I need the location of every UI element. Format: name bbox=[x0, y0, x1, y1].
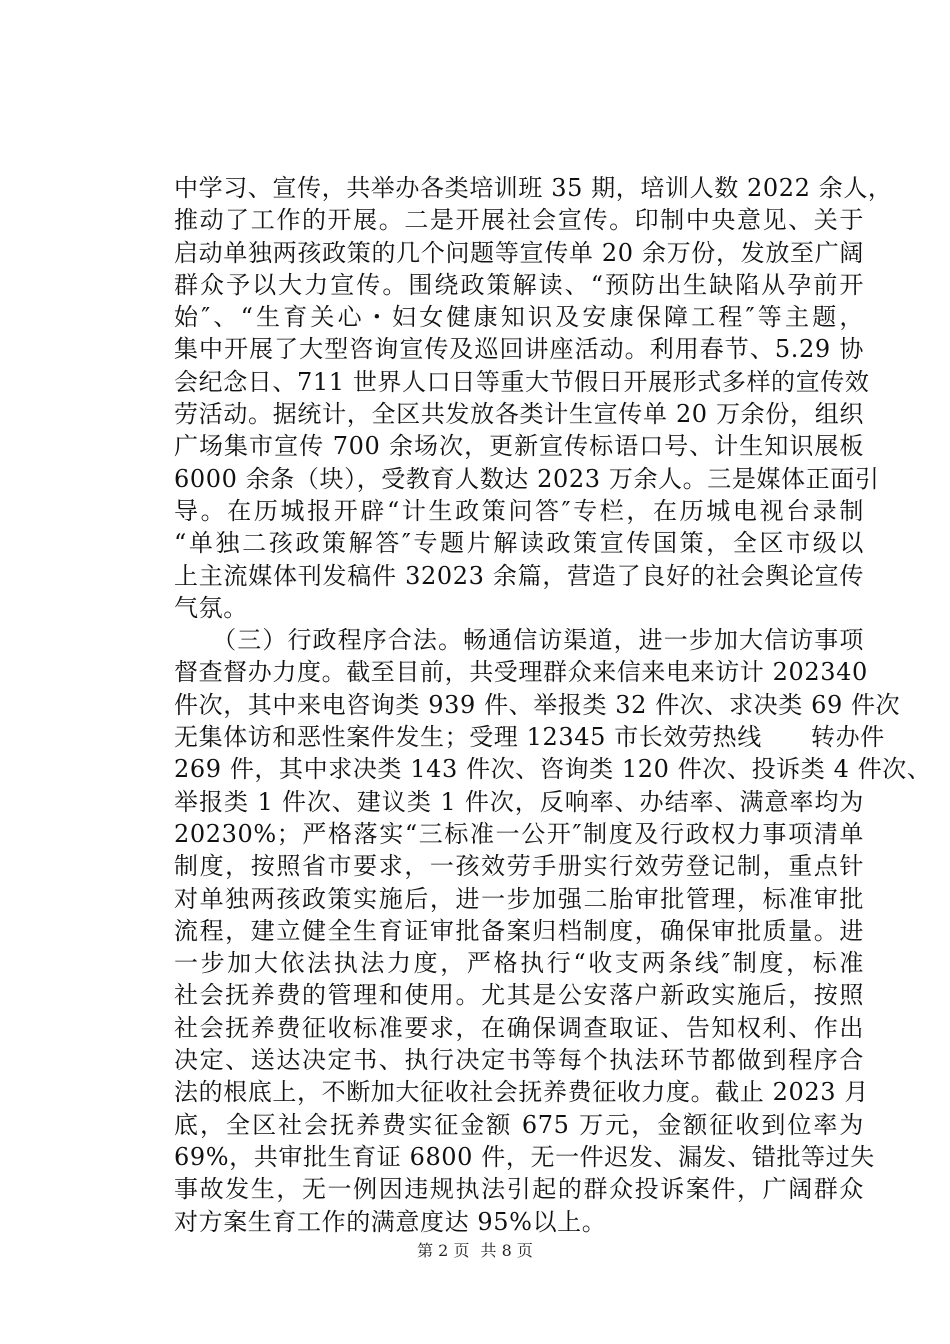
text-line: 广场集市宣传 700 余场次，更新宣传标语口号、计生知识展板 bbox=[174, 432, 864, 461]
text-line: 导。在历城报开辟“计生政策问答″专栏，在历城电视台录制 bbox=[174, 496, 864, 525]
text-line: 对方案生育工作的满意度达 95%以上。 bbox=[174, 1207, 607, 1236]
text-line: 中学习、宣传，共举办各类培训班 35 期，培训人数 2022 余人， bbox=[174, 174, 893, 202]
text-line: 督查督办力度。截至目前，共受理群众来信来电来访计 202340 bbox=[174, 658, 868, 687]
text-line: 举报类 1 件次、建议类 1 件次，反响率、办结率、满意率均为 bbox=[174, 787, 864, 816]
text-line: 269 件，其中求决类 143 件次、咨询类 120 件次、投诉类 4 件次、 bbox=[174, 755, 932, 784]
text-line: 6000 余条（块），受教育人数达 2023 万余人。三是媒体正面引 bbox=[174, 464, 880, 493]
text-line: 20230%；严格落实“三标准一公开″制度及行政权力事项清单 bbox=[174, 819, 864, 848]
text-line: 件次，其中来电咨询类 939 件、举报类 32 件次、求决类 69 件次 bbox=[174, 690, 901, 719]
text-line: 群众予以大力宣传。围绕政策解读、“预防出生缺陷从孕前开 bbox=[174, 270, 864, 299]
text-line: 始″、“生育关心・妇女健康知识及安康保障工程″等主题， bbox=[174, 303, 864, 332]
text-line: 会纪念日、711 世界人口日等重大节假日开展形式多样的宣传效 bbox=[174, 367, 870, 396]
text-line: 69%，共审批生育证 6800 件，无一件迟发、漏发、错批等过失 bbox=[174, 1142, 875, 1171]
text-line: 底，全区社会抚养费实征金额 675 万元，金额征收到位率为 bbox=[174, 1110, 864, 1139]
text-line: 启动单独两孩政策的几个问题等宣传单 20 余万份，发放至广阔 bbox=[174, 238, 864, 267]
page-total: 共 8 页 bbox=[480, 1241, 533, 1260]
page-number: 第 2 页 bbox=[417, 1241, 470, 1260]
text-line: 推动了工作的开展。二是开展社会宣传。印制中央意见、关于 bbox=[174, 206, 864, 235]
text-line: 劳活动。据统计，全区共发放各类计生宣传单 20 万余份，组织 bbox=[174, 400, 864, 429]
text-line: 制度，按照省市要求，一孩效劳手册实行效劳登记制，重点针 bbox=[174, 852, 864, 881]
document-body bbox=[174, 172, 932, 1238]
text-line: 决定、送达决定书、执行决定书等每个执法环节都做到程序合 bbox=[174, 1046, 864, 1075]
text-line: 集中开展了大型咨询宣传及巡回讲座活动。利用春节、5.29 协 bbox=[174, 335, 864, 364]
text-line: 流程，建立健全生育证审批备案归档制度，确保审批质量。进 bbox=[174, 916, 864, 945]
text-line: 对单独两孩政策实施后，进一步加强二胎审批管理，标准审批 bbox=[174, 884, 864, 913]
section-heading-line: （三）行政程序合法。畅通信访渠道，进一步加大信访事项 bbox=[174, 626, 864, 655]
text-line: 社会抚养费的管理和使用。尤其是公安落户新政实施后，按照 bbox=[174, 981, 864, 1010]
text-line: 气氛。 bbox=[174, 593, 248, 622]
text-line: 一步加大依法执法力度，严格执行“收支两条线″制度，标准 bbox=[174, 949, 864, 978]
page-footer bbox=[0, 1241, 950, 1261]
text-line: 事故发生，无一例因违规执法引起的群众投诉案件，广阔群众 bbox=[174, 1175, 864, 1204]
text-line: 无集体访和恶性案件发生；受理 12345 市长效劳热线 转办件 bbox=[174, 723, 885, 752]
text-line: 上主流媒体刊发稿件 32023 余篇，营造了良好的社会舆论宣传 bbox=[174, 561, 864, 590]
text-line: “单独二孩政策解答″专题片解读政策宣传国策，全区市级以 bbox=[174, 529, 864, 558]
text-line: 法的根底上，不断加大征收社会抚养费征收力度。截止 2023 月 bbox=[174, 1078, 869, 1107]
text-line: 社会抚养费征收标准要求，在确保调查取证、告知权利、作出 bbox=[174, 1013, 864, 1042]
